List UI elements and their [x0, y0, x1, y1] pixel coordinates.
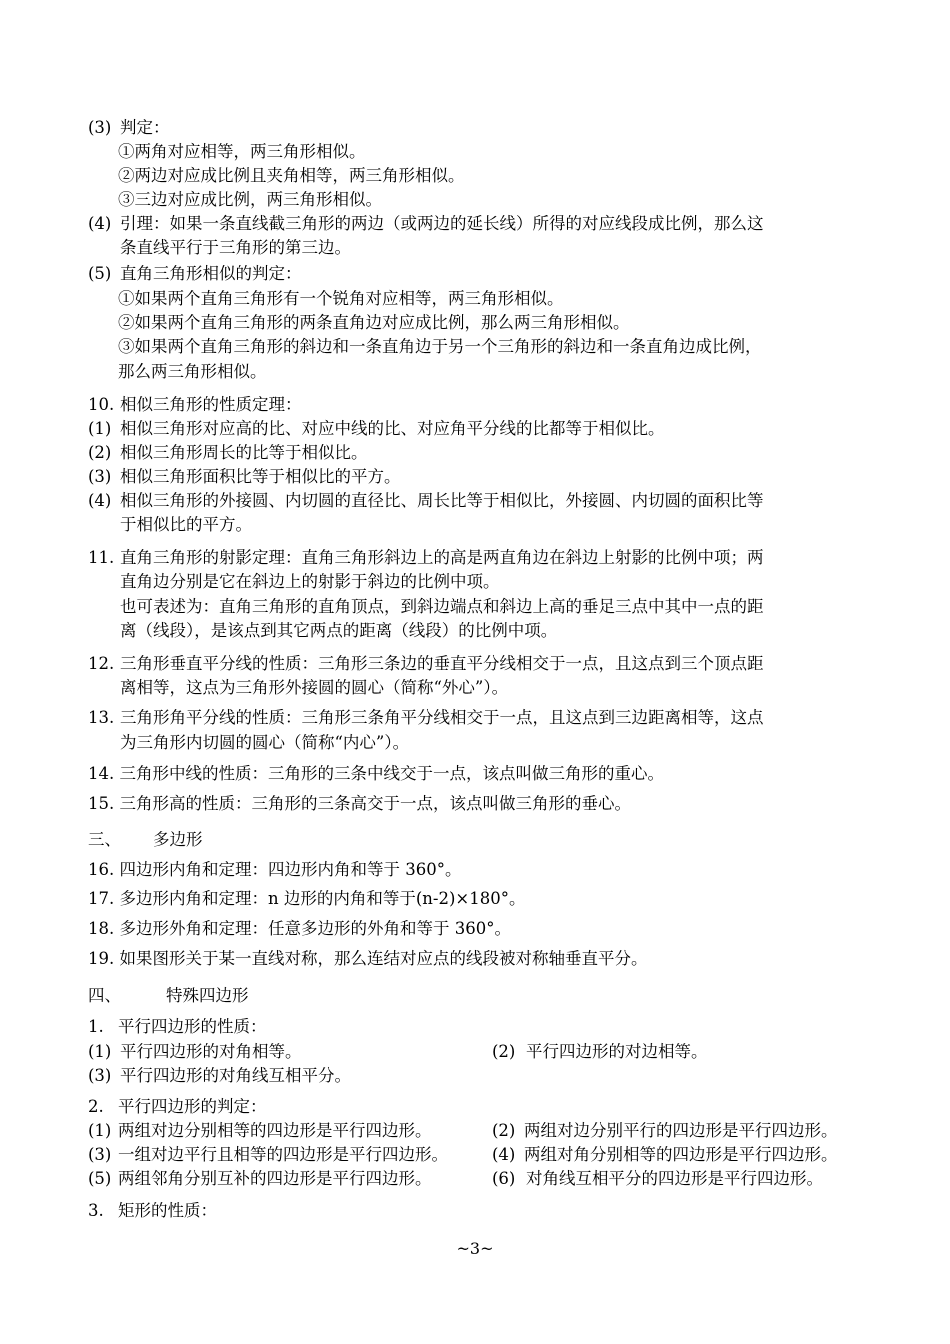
section-title: 多边形 — [153, 830, 203, 849]
property-line: 相似三角形对应高的比、对应中线的比、对应角平分线的比都等于相似比。 — [120, 419, 665, 438]
property-line: 平行四边形的对角线互相平分。 — [120, 1066, 351, 1085]
item-number: (4) — [88, 491, 112, 510]
item-number: 10. — [88, 395, 115, 414]
criterion-line: 两组邻角分别互补的四边形是平行四边形。 — [118, 1169, 432, 1188]
theorem-line: 离（线段），是该点到其它两点的距离（线段）的比例中项。 — [120, 621, 558, 640]
property-line: 相似三角形的外接圆、内切圆的直径比、周长比等于相似比，外接圆、内切圆的面积比等 — [120, 491, 764, 510]
criterion-line: ②如果两个直角三角形的两条直角边对应成比例，那么两三角形相似。 — [118, 313, 630, 332]
page-number: ~3~ — [456, 1239, 494, 1258]
item-number: (3) — [88, 1145, 112, 1164]
theorem-line: 也可表述为：直角三角形的直角顶点，到斜边端点和斜边上高的垂足三点中其中一点的距 — [120, 597, 764, 616]
lemma-line: 条直线平行于三角形的第三边。 — [120, 238, 351, 257]
theorem-line: 离相等，这点为三角形外接圆的圆心（简称“外心”）。 — [120, 678, 509, 697]
item-number: (2) — [88, 443, 112, 462]
criterion-line: 两组对边分别平行的四边形是平行四边形。 — [524, 1121, 838, 1140]
theorem-line: 15. 三角形高的性质：三角形的三条高交于一点，该点叫做三角形的垂心。 — [88, 794, 631, 813]
item-number: (4) — [88, 214, 112, 233]
criterion-line: 那么两三角形相似。 — [118, 362, 267, 381]
criterion-line: ①如果两个直角三角形有一个锐角对应相等，两三角形相似。 — [118, 289, 564, 308]
theorem-line: 为三角形内切圆的圆心（简称“内心”）。 — [120, 733, 410, 752]
item-heading: 直角三角形相似的判定： — [120, 264, 302, 283]
item-heading: 判定： — [120, 118, 170, 137]
property-line: 平行四边形的对边相等。 — [526, 1042, 708, 1061]
item-number: (4) — [492, 1145, 516, 1164]
item-number: (5) — [88, 1169, 112, 1188]
item-number: (1) — [88, 1121, 112, 1140]
item-heading: 平行四边形的判定： — [118, 1097, 267, 1116]
item-number: (2) — [492, 1042, 516, 1061]
theorem-line: 14. 三角形中线的性质：三角形的三条中线交于一点，该点叫做三角形的重心。 — [88, 764, 664, 783]
criterion-line: ③三边对应成比例，两三角形相似。 — [118, 190, 382, 209]
property-line: 相似三角形周长的比等于相似比。 — [120, 443, 368, 462]
section-title: 特殊四边形 — [166, 986, 249, 1005]
criterion-line: ②两边对应成比例且夹角相等，两三角形相似。 — [118, 166, 465, 185]
item-number: (6) — [492, 1169, 516, 1188]
property-line: 于相似比的平方。 — [120, 515, 252, 534]
theorem-line: 17. 多边形内角和定理：n 边形的内角和等于(n-2)×180°。 — [88, 889, 526, 908]
property-line: 平行四边形的对角相等。 — [120, 1042, 302, 1061]
item-heading: 平行四边形的性质： — [118, 1017, 267, 1036]
criterion-line: ①两角对应相等，两三角形相似。 — [118, 142, 366, 161]
theorem-line: 19. 如果图形关于某一直线对称，那么连结对应点的线段被对称轴垂直平分。 — [88, 949, 648, 968]
item-number: 12. — [88, 654, 115, 673]
item-number: (3) — [88, 118, 112, 137]
item-number: (3) — [88, 467, 112, 486]
property-line: 相似三角形面积比等于相似比的平方。 — [120, 467, 401, 486]
item-number: (5) — [88, 264, 112, 283]
criterion-line: 两组对边分别相等的四边形是平行四边形。 — [118, 1121, 432, 1140]
theorem-line: 三角形角平分线的性质：三角形三条角平分线相交于一点，且这点到三边距离相等，这点 — [120, 708, 764, 727]
item-number: 3. — [88, 1201, 104, 1220]
theorem-line: 三角形垂直平分线的性质：三角形三条边的垂直平分线相交于一点，且这点到三个顶点距 — [120, 654, 764, 673]
criterion-line: 一组对边平行且相等的四边形是平行四边形。 — [118, 1145, 448, 1164]
item-number: 11. — [88, 548, 115, 567]
item-number: 2. — [88, 1097, 104, 1116]
section-number: 四、 — [88, 986, 121, 1005]
criterion-line: 两组对角分别相等的四边形是平行四边形。 — [524, 1145, 838, 1164]
item-number: (3) — [88, 1066, 112, 1085]
theorem-line: 直角三角形的射影定理：直角三角形斜边上的高是两直角边在斜边上射影的比例中项；两 — [120, 548, 764, 567]
criterion-line: ③如果两个直角三角形的斜边和一条直角边于另一个三角形的斜边和一条直角边成比例， — [118, 337, 762, 356]
criterion-line: 对角线互相平分的四边形是平行四边形。 — [526, 1169, 823, 1188]
section-number: 三、 — [88, 830, 121, 849]
item-heading: 矩形的性质： — [118, 1201, 217, 1220]
item-number: (2) — [492, 1121, 516, 1140]
theorem-line: 18. 多边形外角和定理：任意多边形的外角和等于 360°。 — [88, 919, 511, 938]
theorem-line: 直角边分别是它在斜边上的射影于斜边的比例中项。 — [120, 572, 500, 591]
lemma-line: 引理：如果一条直线截三角形的两边（或两边的延长线）所得的对应线段成比例，那么这 — [120, 214, 764, 233]
item-number: 1. — [88, 1017, 104, 1036]
item-number: (1) — [88, 1042, 112, 1061]
item-number: 13. — [88, 708, 115, 727]
item-number: (1) — [88, 419, 112, 438]
item-heading: 相似三角形的性质定理： — [120, 395, 302, 414]
theorem-line: 16. 四边形内角和定理：四边形内角和等于 360°。 — [88, 860, 462, 879]
